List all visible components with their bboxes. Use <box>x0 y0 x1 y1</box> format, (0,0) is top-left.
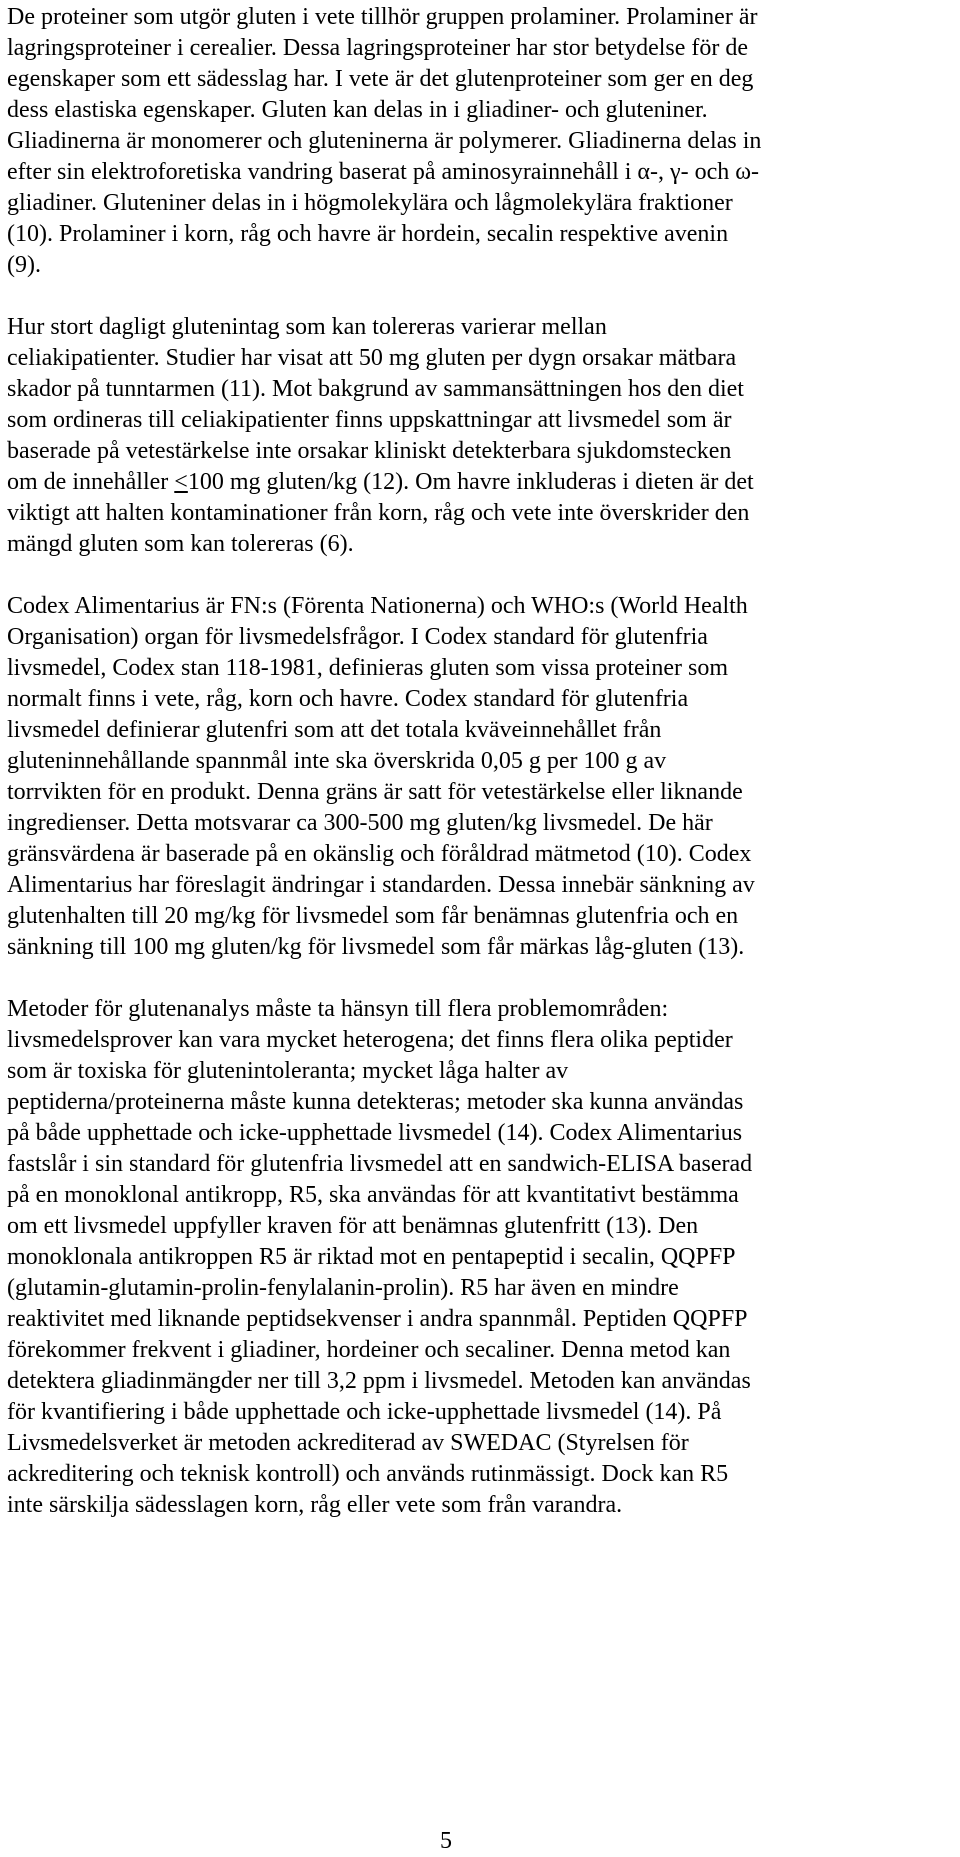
text-line: (glutamin-glutamin-prolin-fenylalanin-prolin). R5 har även en mindre <box>7 1275 679 1301</box>
text-line: Gliadinerna är monomerer och gluteninerna är polymerer. Gliadinerna delas in <box>7 128 762 154</box>
text-line <box>7 467 754 497</box>
text-line: (9). <box>7 252 41 278</box>
text-line: livsmedel, Codex stan 118-1981, definieras gluten som vissa proteiner som <box>7 655 728 681</box>
text-line: Codex Alimentarius är FN:s (Förenta Nationerna) och WHO:s (World Health <box>7 593 748 619</box>
text-segment: 100 mg gluten/kg (12). Om havre inkluderas i dieten är det <box>187 469 754 495</box>
text-line: baserade på vetestärkelse inte orsakar kliniskt detekterbara sjukdomstecken <box>7 438 732 464</box>
text-line: på en monoklonal antikropp, R5, ska användas för att kvantitativt bestämma <box>7 1182 739 1208</box>
text-line: gliadiner. Gluteniner delas in i högmolekylära och lågmolekylära fraktioner <box>7 190 733 216</box>
text-line: inte särskilja sädesslagen korn, råg eller vete som från varandra. <box>7 1492 623 1518</box>
text-line: Metoder för glutenanalys måste ta hänsyn till flera problemområden: <box>7 996 669 1022</box>
text-line: gränsvärdena är baserade på en okänslig och föråldrad mätmetod (10). Codex <box>7 841 752 867</box>
text-line: som ordineras till celiakipatienter finns uppskattningar att livsmedel som är <box>7 407 732 433</box>
text-line: fastslår i sin standard för glutenfria livsmedel att en sandwich-ELISA baserad <box>7 1151 753 1177</box>
text-line: torrvikten för en produkt. Denna gräns är satt för vetestärkelse eller liknande <box>7 779 743 805</box>
text-line: mängd gluten som kan tolereras (6). <box>7 531 354 557</box>
text-line: Organisation) organ för livsmedelsfrågor. I Codex standard för glutenfria <box>7 624 708 650</box>
text-line: ingredienser. Detta motsvarar ca 300-500 mg gluten/kg livsmedel. De här <box>7 810 713 836</box>
text-segment: om de innehåller <box>7 469 175 495</box>
text-line: ackreditering och teknisk kontroll) och används rutinmässigt. Dock kan R5 <box>7 1461 729 1487</box>
text-line: De proteiner som utgör gluten i vete tillhör gruppen prolaminer. Prolaminer är <box>7 4 758 30</box>
text-line: skador på tunntarmen (11). Mot bakgrund av sammansättningen hos den diet <box>7 376 744 402</box>
text-line: monoklonala antikroppen R5 är riktad mot en pentapeptid i secalin, QQPFP <box>7 1244 736 1270</box>
text-line: livsmedel definierar glutenfri som att det totala kväveinnehållet från <box>7 717 662 743</box>
text-line: celiakipatienter. Studier har visat att 50 mg gluten per dygn orsakar mätbara <box>7 345 737 371</box>
text-line: förekommer frekvent i gliadiner, hordeiner och secaliner. Denna metod kan <box>7 1337 731 1363</box>
text-line: efter sin elektroforetiska vandring baserat på aminosyrainnehåll i α-, γ- och ω- <box>7 159 760 185</box>
text-line: dess elastiska egenskaper. Gluten kan delas in i gliadiner- och gluteniner. <box>7 97 708 123</box>
text-line: Alimentarius har föreslagit ändringar i standarden. Dessa innebär sänkning av <box>7 872 755 898</box>
text-line: Hur stort dagligt glutenintag som kan tolereras varierar mellan <box>7 314 607 340</box>
text-line: gluteninnehållande spannmål inte ska överskrida 0,05 g per 100 g av <box>7 748 667 774</box>
text-line: glutenhalten till 20 mg/kg för livsmedel som får benämnas glutenfria och en <box>7 903 739 929</box>
text-line: reaktivitet med liknande peptidsekvenser i andra spannmål. Peptiden QQPFP <box>7 1306 748 1332</box>
text-line: sänkning till 100 mg gluten/kg för livsmedel som får märkas låg-gluten (13). <box>7 934 745 960</box>
text-line: för kvantifiering i både upphettade och icke-upphettade livsmedel (14). På <box>7 1399 722 1425</box>
text-line: Livsmedelsverket är metoden ackrediterad av SWEDAC (Styrelsen för <box>7 1430 689 1456</box>
text-line: som är toxiska för glutenintoleranta; mycket låga halter av <box>7 1058 569 1084</box>
text-line: livsmedelsprover kan vara mycket heterogena; det finns flera olika peptider <box>7 1027 733 1053</box>
text-line: peptiderna/proteinerna måste kunna detekteras; metoder ska kunna användas <box>7 1089 744 1115</box>
page-number: 5 <box>440 1828 452 1854</box>
text-line: om ett livsmedel uppfyller kraven för att benämnas glutenfritt (13). Den <box>7 1213 699 1239</box>
text-line: (10). Prolaminer i korn, råg och havre är hordein, secalin respektive avenin <box>7 221 729 247</box>
text-line: lagringsproteiner i cerealier. Dessa lagringsproteiner har stor betydelse för de <box>7 35 749 61</box>
less-than-or-equal-symbol: < <box>174 469 188 495</box>
text-line: normalt finns i vete, råg, korn och havre. Codex standard för glutenfria <box>7 686 689 712</box>
text-line: viktigt att halten kontaminationer från korn, råg och vete inte överskrider den <box>7 500 750 526</box>
text-line: egenskaper som ett sädesslag har. I vete är det glutenproteiner som ger en deg <box>7 66 754 92</box>
text-line: på både upphettade och icke-upphettade livsmedel (14). Codex Alimentarius <box>7 1120 743 1146</box>
text-line: detektera gliadinmängder ner till 3,2 ppm i livsmedel. Metoden kan användas <box>7 1368 751 1394</box>
